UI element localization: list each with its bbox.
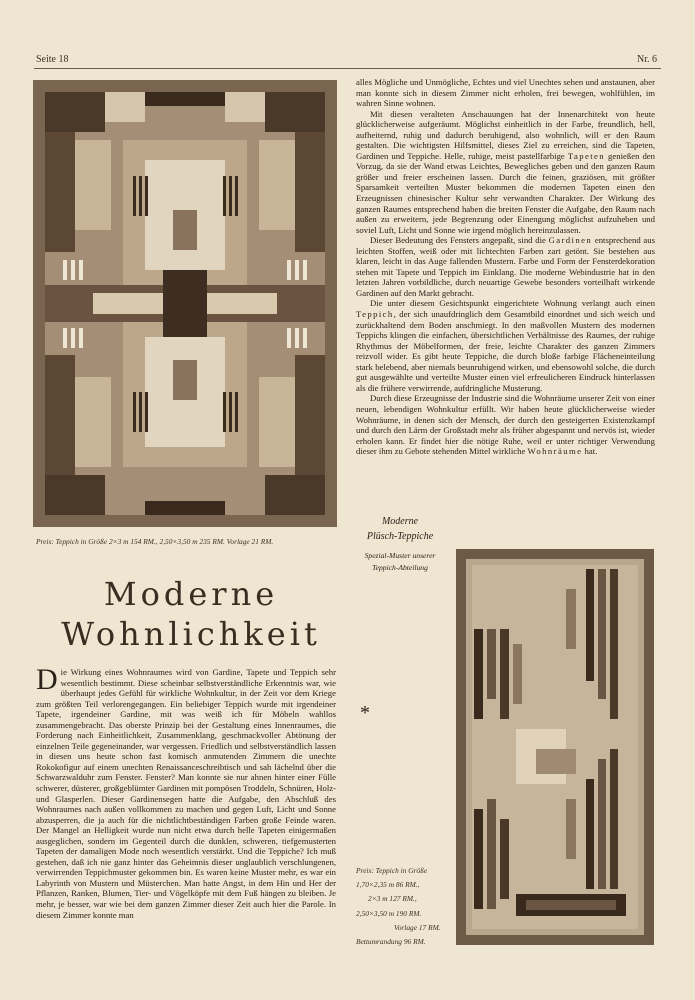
header-rule: [34, 68, 661, 69]
rug2-price-line2: 1,70×2,35 m 86 RM.,: [356, 880, 420, 889]
right-p1: alles Mögliche und Unmögliche, Echtes und viel Unechtes sehen und anstaunen, aber man konnte sich in diesem Zimmer nicht erholen, frei bewegen, wohlfühlen, im wahren Sinne wohnen.: [356, 77, 655, 109]
rug2-price-line6: Bettumrandung 96 RM.: [356, 937, 426, 946]
rug2-price-line3: 2×3 m 127 RM.,: [368, 894, 417, 903]
left-column-text: ie Wirkung eines Wohnraumes wird von Gardine, Tapete und Teppich sehr wesentlich bestimmt. Diese scheinbar selbstverständliche Erkenntnis war, wie überhaupt jedes Gefühl für wirkliche Wohnkultur, in der Zeit vor dem Kriege zum größten Teil verlorengegangen. Ein beliebiger Teppich wurde mit irgendeiner Tapete, irgendeiner Gardine, mit was weiß ich für Möbeln wahllos zusammengebracht. Das oberste Prinzip bei der Gestaltung eines Innenraumes, die Forderung nach Einheitlichkeit, Zusammenklang, geschmackvoller Abtönung der einzelnen Teile gegeneinander, war vergessen. Friedlich und selbstverständlich lassen in diesen uns heute schon fast komisch anmutenden Zimmern die unechte Rokokofigur auf einem unechten Renaissanceschreibtisch und sah lächelnd über die Schwarzwalduhr zum Fenster. Fenster? Man konnte sie nur ahnen hinter einer Fülle schwerer, düsterer, großgeblümter Gardinen mit pompösen Troddeln, Schnüren, Holz- und Glasperlen. Dieser Gardinensegen hatte die Aufgabe, den Abschluß des Wohnraumes nach außen vollkommen zu machen und gegen Luft, Licht und Sonne abzusperren, die ja auch für die nichtlichtbeständigen Farben große Feinde waren. Der Mangel an Helligkeit wurde nun nicht etwa durch helle Tapeten einigermaßen ausgeglichen, sondern im Gegenteil durch die dunklen, schweren, tiefgemusterten Tapeten der damaligen Mode noch wesentlich verstärkt. Und die Teppiche? Ich muß gestehen, daß ich nie ganz hinter das Geheimnis dieser unglaublich verschlungenen, verwirrenden Teppichmuster gekommen bin. Es waren keine Muster mehr, es war ein Labyrinth von Mustern und Müsterchen. Man hatte Angst, in dem Hin und Her der Pflanzen, Ranken, Blumen, Tier- und Vögelköpfe mit dem Fuß hängen zu bleiben. Je mehr, je besser, war wie bei dem ganzen Zimmer dieser Zeit auch hier die Parole. In diesem Zimmer konnte man: [36, 667, 336, 920]
issue-number: Nr. 6: [637, 54, 657, 65]
keyword-wohnraeume: Wohnräume: [527, 446, 583, 457]
drop-cap: D: [36, 663, 58, 696]
article-title-line2: Wohnlichkeit: [61, 615, 321, 653]
rug2-label-line1: Moderne: [381, 516, 419, 527]
article-right-column: alles Mögliche und Unmögliche, Echtes und viel Unechtes sehen und anstaunen, aber man konnte sich in diesem Zimmer nicht erholen, frei bewegen, wohlfühlen, im wahren Sinne wohnen. Mit diesen veralteten Anschauungen hat der Innenarchitekt von heute glücklicherweise aufgeräumt. Möglichst einheitlich in der Farbe, freundlich, hell, aufheiternd, ruhig und dadurch beruhigend, also wohnlich, will er den Raum gestalten. Die wichtigsten Hilfsmittel, dieses Ziel zu erreichen, sind die Tapeten, Gardinen und Teppiche. Helle, ruhige, meist pastellfarbige Tapeten genießen den Vorzug, da sie der Wand etwas Leichtes, Bewegliches geben und den ganzen Raum größer und freier erscheinen lassen. Durch die feinen, graziösen, mit größter Sparsamkeit verteilten Muster bekommen die modernen Tapeten einen den Erzeugnissen chinesischer Kultur sehr verwandten Charakter. Der Wirkung des ganzen Raumes entsprechend haben die breiten Fenster die Aufgabe, den Raum nach außen zu erweitern, jede Begrenzung oder Einengung möglichst aufzuheben und soviel Luft, Licht und Sonne wie irgend möglich hereinzulassen. Dieser Bedeutung des Fensters angepaßt, sind die Gardinen entsprechend aus leichten Stoffen, weiß oder mit lichtechten Farben zart getönt. Sie bestehen aus klaren, leicht in das Auge fallenden Mustern. Farbe und Form der Fensterdekoration stehen mit Tapete und Teppich im Einklang. Die moderne Webindustrie hat in den letzten Jahren vorbildliche, durch neuartige Gewebe besonders vorteilhaft wirkende Gardinen auf den Markt gebracht. Die unter diesem Gesichtspunkt eingerichtete Wohnung verlangt auch einen Teppich, der sich unaufdringlich dem Gesamtbild einordnet und sich weich und zurückhaltend dem Boden anschmiegt. In den maßvollen Mustern des modernen Teppichs klingen die einfachen, übersichtlichen Verhältnisse des Raumes, der ruhige Rhythmus der Möbelformen, der freie, leichte Charakter des ganzen Zimmers reizvoll wider. Es gibt heute Teppiche, die durch bloße farbige Flächeneinteilung stark belebend, aber niemals beunruhigend wirken, und ebensowohl solche, die durch gut ausgewählte und verteilte Muster einen viel erfreulicheren Eindruck hinterlassen als die frühere verwirrende, aufdringliche Musterung. Durch diese Erzeugnisse der Industrie sind die Wohnräume unserer Zeit von einer neuen, lebendigen Wohnkultur erfüllt. Wir haben heute glücklicherweise wieder Wohnräume, in denen sich der Mensch, der durch den gesteigerten Existenzkampf und durch den Lärm der Großstadt mehr als früher abgespannt und nervös ist, wieder erholen kann. Er findet hier die nötige Ruhe, weil er unter richtiger Verwendung dieser ihm zu Gebote stehenden Mittel wirkliche Wohnräume hat.: [356, 77, 656, 457]
rug1-price-caption: Preis: Teppich in Größe 2×3 m 154 RM., 2,50×3,50 m 235 RM. Vorlage 21 RM.: [36, 537, 274, 546]
asterisk-ornament: *: [360, 702, 370, 724]
keyword-tapeten: Tapeten: [567, 150, 606, 161]
rug-image-2: [456, 549, 654, 945]
rug2-label-line3: Spezial-Muster unserer: [364, 551, 436, 560]
article-left-column: [36, 663, 336, 920]
rug2-price-line4: 2,50×3,50 m 190 RM.: [356, 909, 422, 918]
keyword-gardinen: Gardinen: [548, 235, 593, 246]
rug2-label-line4: Teppich-Abteilung: [372, 563, 428, 572]
rug2-label-line2: Plüsch-Teppiche: [366, 531, 434, 542]
rug2-price-line1: Preis: Teppich in Größe: [356, 866, 428, 875]
article-title-line1: Moderne: [103, 575, 279, 613]
rug2-price-line5: Vorlage 17 RM.: [394, 923, 441, 932]
page-number: Seite 18: [36, 54, 69, 65]
rug-image-1: [33, 80, 337, 527]
keyword-teppich: Teppich: [356, 309, 394, 320]
